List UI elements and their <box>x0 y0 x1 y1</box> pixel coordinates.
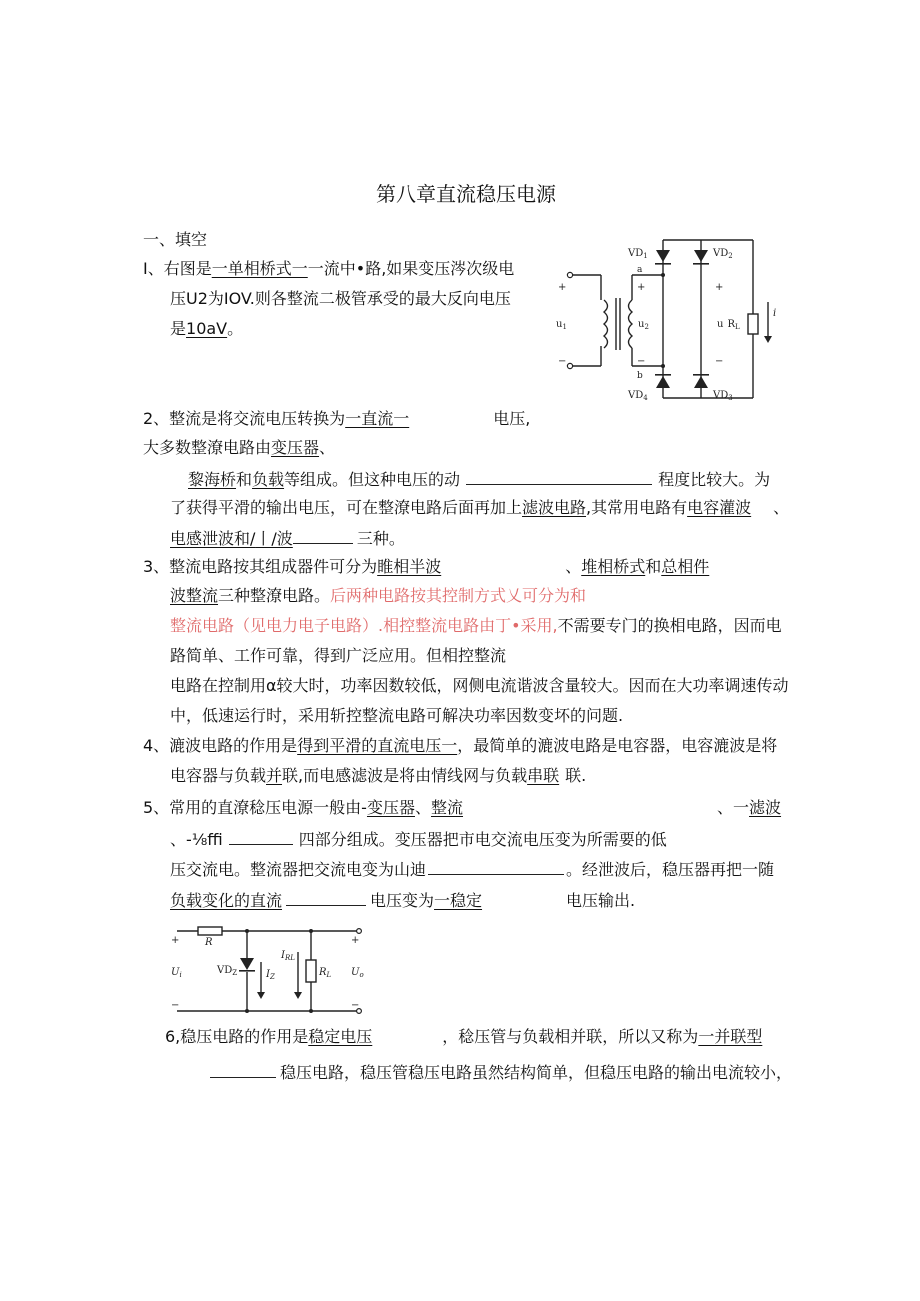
q6-line2: 稳压电路，稳压管稳压电路虽然结构简单，但稳压电路的输出电流较小， <box>210 1060 792 1084</box>
vd4-label: $VD_4$ <box>628 390 648 402</box>
q1-line2: 压U2为IOV.则各整流二极管承受的最大反向电压 <box>170 289 511 308</box>
u1-plus-label: + <box>558 282 567 293</box>
vd1-label: $VD_1$ <box>628 248 648 260</box>
bridge-rectifier-diagram <box>553 232 783 417</box>
irl-label: $I_{RL}$ <box>281 950 295 962</box>
q3-line3: 整流电路（见电力电子电路）.相控整流电路由丁•采用,不需要专门的换相电路，因而电 <box>170 616 782 635</box>
q3-line6: 中，低速运行时，采用斩控整流电路可解决功率因数变坏的问题. <box>170 706 624 725</box>
fig2-minus-right: − <box>351 1000 360 1011</box>
u1-minus-label: − <box>558 356 567 367</box>
q3-highlight-text-2: 整流电路（见电力电子电路）.相控整流电路由丁•采用, <box>170 616 558 635</box>
uo-label: $U_o$ <box>351 967 364 979</box>
node-b-label: b <box>637 371 643 381</box>
q3-line2: 波整流三种整潦电路。后两种电路按其控制方式乂可分为和 <box>170 586 587 605</box>
load-plus-label: + <box>715 282 724 293</box>
page-title: 第八章直流稳压电源 <box>376 182 556 206</box>
fig2-plus-left: + <box>171 935 180 946</box>
current-i-label: i <box>773 308 777 319</box>
load-voltage-label: u $R_L$ <box>717 319 740 331</box>
u2-plus-label: + <box>637 282 646 293</box>
q1-line1: I、右图是一单相桥式一一流中•路,如果变压涔次级电 <box>143 259 515 278</box>
zener-regulator-diagram <box>165 922 365 1022</box>
load-minus-label: − <box>715 356 724 367</box>
section-heading: 一、填空 <box>143 230 208 249</box>
fig2-minus-left: − <box>171 1000 180 1011</box>
u2-label: $u_2$ <box>638 319 649 331</box>
resistor-r-label: R <box>205 937 213 948</box>
fig2-plus-right: + <box>351 935 360 946</box>
u1-label: $u_1$ <box>556 319 567 331</box>
q3-line5: 电路在控制用α较大时，功率因数较低，网侧电流谐波含量较大。因而在大功率调速传动 <box>170 676 789 695</box>
q4-line2: 电容器与负载并联,而电感滤波是将由情线网与负载串联 联. <box>170 766 587 785</box>
q4-line1: 4、漉波电路的作用是得到平滑的直流电压一，最简单的漉波电路是电容器，电容漉波是将 <box>143 736 778 755</box>
q6-line1: 6,稳压电路的作用是稳定电压 ，稔压管与负载相并联，所以又称为一并联型 <box>165 1027 763 1046</box>
q2-line3: 黎海桥和负载等组成。但这种电压的动 程度比较大。为 <box>188 467 770 491</box>
q5-line1: 5、常用的直潦稔压电源一般由-变压器、整流 、一滤波 <box>143 798 782 817</box>
q5-line4: 负载变化的直流 电压变为一稳定 电压输出. <box>170 888 635 912</box>
q3-line4: 路简单、工作可靠，得到广泛应用。但相控整流 <box>170 646 507 665</box>
q2-line2: 大多数整潦电路由变压器、 <box>143 438 336 457</box>
q3-highlight-text: 后两种电路按其控制方式乂可分为和 <box>330 586 587 605</box>
vd3-label: $VD_3$ <box>713 390 733 402</box>
q2-line4: 了获得平滑的输出电压，可在整潦电路后面再加上滤波电路,其常用电路有电容灌波 、 <box>170 498 790 517</box>
q1-line3: 是10aV。 <box>170 319 244 338</box>
q5-line2: 、-⅛ffi 四部分组成。变压器把市电交流电压变为所需要的低 <box>170 827 667 851</box>
q5-line3: 压交流电。整流器把交流电变为山迪 。经泄波后，稳压器再把一随 <box>170 857 774 881</box>
vdz-label: $VD_Z$ <box>217 965 238 977</box>
node-a-label: a <box>637 265 643 275</box>
q3-line1: 3、整流电路按其组成器件可分为睢相半波 、堆相桥式和总相件 <box>143 557 710 576</box>
iz-label: $I_Z$ <box>266 969 275 981</box>
rl-label: $R_L$ <box>319 967 332 979</box>
ui-label: $U_i$ <box>171 967 182 979</box>
u2-minus-label: − <box>637 356 646 367</box>
q2-line5: 电感泄波和/丨/波 三种。 <box>170 526 405 550</box>
vd2-label: $VD_2$ <box>713 248 733 260</box>
q2-line1: 2、整流是将交流电压转换为一直流一 电压, <box>143 409 531 428</box>
